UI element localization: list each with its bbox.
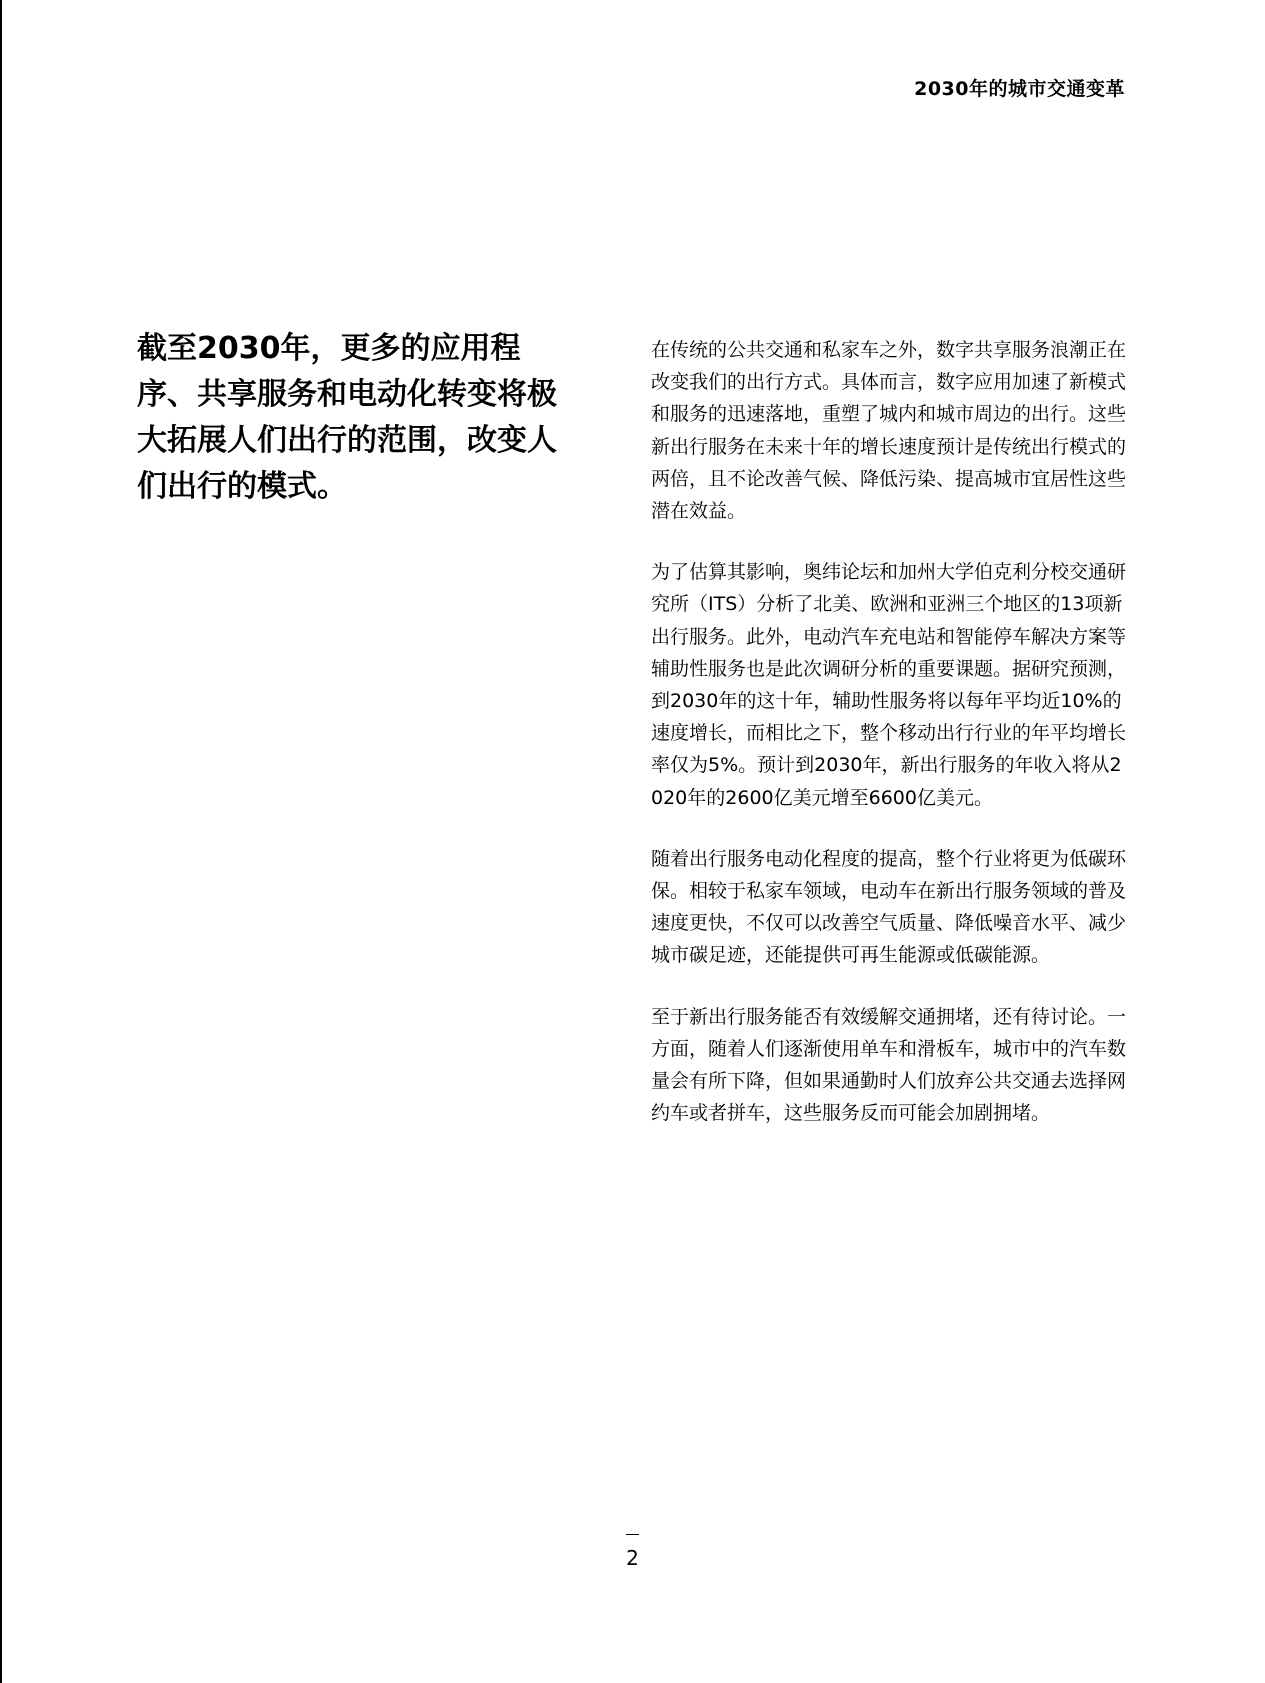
body-paragraph-2: 为了估算其影响，奥纬论坛和加州大学伯克利分校交通研究所（ITS）分析了北美、欧洲和亚洲三个地区的13项新出行服务。此外，电动汽车充电站和智能停车解决方案等辅助性服务也是此次调研分析的重要课题。据研究预测，到2030年的这十年，辅助性服务将以每年平均近10%的速度增长，而相比之下，整个移动出行行业的年平均增长率仅为5%。预计到2030年，新出行服务的年收入将从2020年的2600亿美元增至6600亿美元。 bbox=[651, 561, 1127, 809]
left-margin-rule bbox=[0, 0, 2, 1683]
pull-quote: 截至2030年，更多的应用程序、共享服务和电动化转变将极大拓展人们出行的范围，改变人们出行的模式。 bbox=[137, 331, 557, 504]
page-number: 2 bbox=[626, 1546, 639, 1570]
body-paragraph-1: 在传统的公共交通和私家车之外，数字共享服务浪潮正在改变我们的出行方式。具体而言，数字应用加速了新模式和服务的迅速落地，重塑了城内和城市周边的出行。这些新出行服务在未来十年的增长速度预计是传统出行模式的两倍，且不论改善气候、降低污染、提高城市宜居性这些潜在效益。 bbox=[651, 339, 1127, 523]
body-paragraph-3: 随着出行服务电动化程度的提高，整个行业将更为低碳环保。相较于私家车领域，电动车在新出行服务领域的普及速度更快，不仅可以改善空气质量、降低噪音水平、减少城市碳足迹，还能提供可再生能源或低碳能源。 bbox=[651, 847, 1127, 967]
page-footer bbox=[0, 1534, 1265, 1570]
body-paragraph-4: 至于新出行服务能否有效缓解交通拥堵，还有待讨论。一方面，随着人们逐渐使用单车和滑板车，城市中的汽车数量会有所下降，但如果通勤时人们放弃公共交通去选择网约车或者拼车，这些服务反而可能会加剧拥堵。 bbox=[651, 1005, 1127, 1125]
running-header-title: 2030年的城市交通变革 bbox=[914, 78, 1125, 100]
body-text-column bbox=[651, 334, 1131, 1158]
page-number-dash bbox=[626, 1534, 639, 1535]
